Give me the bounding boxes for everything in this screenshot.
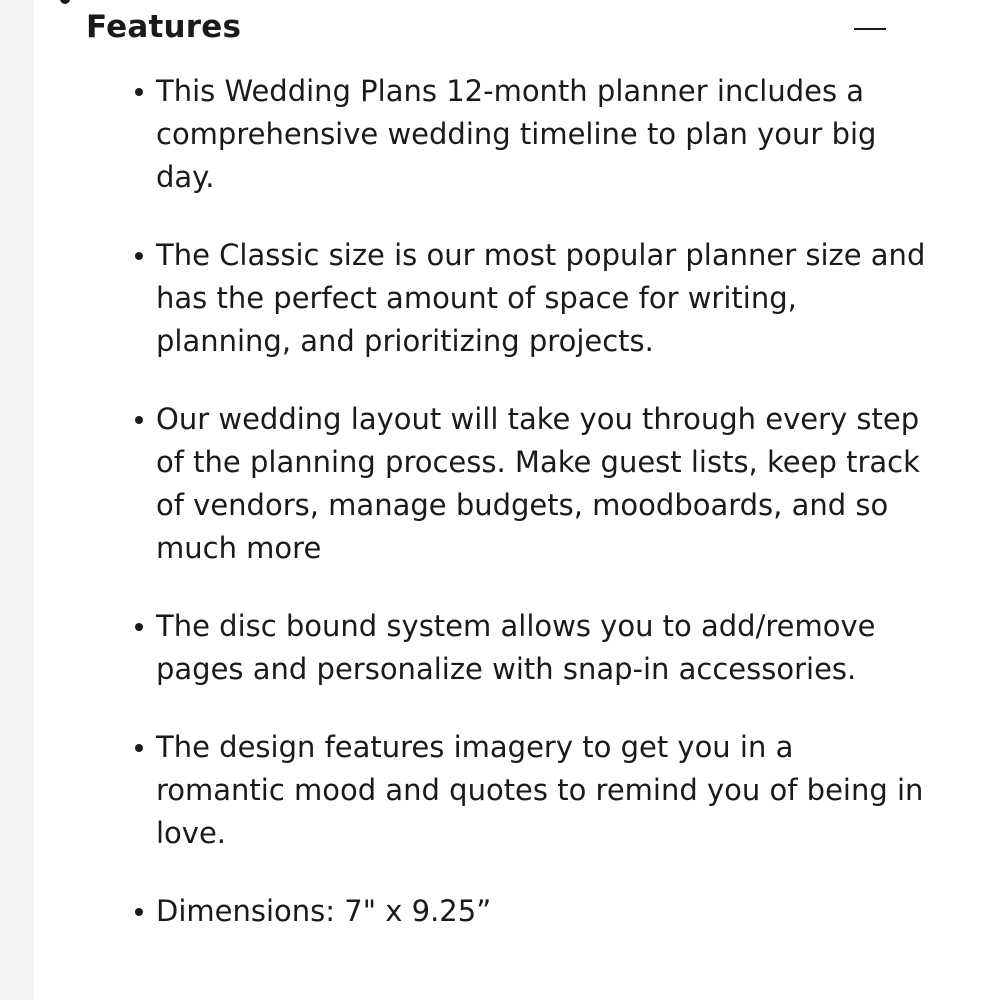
bullet-icon [135,744,143,752]
feature-item-classic-size [130,234,930,363]
feature-text: The design features imagery to get you in a romantic mood and quotes to remind you of being in love. [156,730,924,850]
feature-item-timeline [130,70,930,199]
feature-item-design [130,726,930,855]
bullet-icon [135,88,143,96]
minus-icon[interactable] [854,16,886,40]
section-title: Features [86,9,242,45]
feature-text: The Classic size is our most popular planner size and has the perfect amount of space for writing, planning, and prioritizing projects. [156,238,926,358]
feature-text: The disc bound system allows you to add/remove pages and personalize with snap-in accessories. [156,609,876,686]
feature-text: Our wedding layout will take you through every step of the planning process. Make guest lists, keep track of vendors, manage budgets, moodboards, and so much more [156,402,920,565]
feature-item-wedding-layout [130,398,930,570]
feature-item-dimensions [130,890,930,933]
feature-item-disc-bound [130,605,930,691]
bullet-icon [135,908,143,916]
feature-text: This Wedding Plans 12-month planner includes a comprehensive wedding timeline to plan your big day. [156,74,877,194]
features-list [130,70,930,968]
feature-text: Dimensions: 7" x 9.25” [156,894,492,928]
bullet-icon [135,416,143,424]
bullet-icon [135,623,143,631]
bullet-icon [135,252,143,260]
features-accordion-header[interactable] [86,0,886,56]
